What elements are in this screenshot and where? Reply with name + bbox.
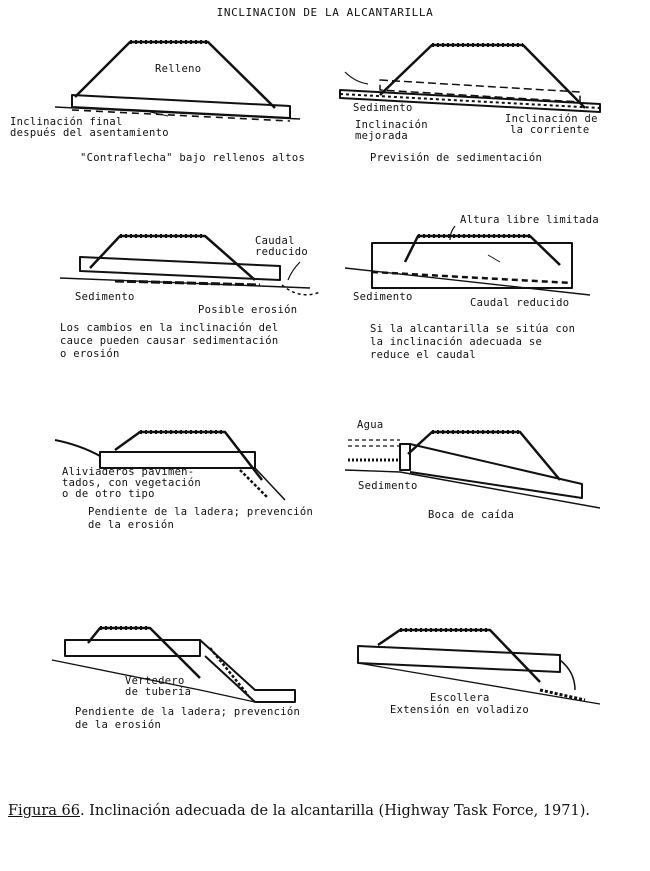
page-title: INCLINACION DE LA ALCANTARILLA	[216, 6, 434, 19]
panel-6-drawing	[345, 432, 600, 508]
sedimento-label: Sedimento	[358, 480, 418, 492]
aliviaderos-label: Aliviaderos pavimen-	[62, 466, 195, 478]
panel-5-caption-line-1: Pendiente de la ladera; prevención	[88, 506, 314, 518]
panel-1-drawing	[55, 42, 300, 121]
panel-2-caption: Previsión de sedimentación	[370, 152, 543, 164]
panel-5-caption-line-2: de la erosión	[88, 519, 175, 531]
posible-erosion-label: Posible erosión	[198, 304, 298, 316]
vertedero-label-2: de tubería	[125, 686, 192, 698]
inclinacion-final-label: Inclinación final	[10, 116, 123, 128]
caudal-reducido-label: Caudal	[255, 235, 295, 247]
panel-4-caption-line-3: reduce el caudal	[370, 349, 476, 361]
sedimento-label: Sedimento	[75, 291, 135, 303]
panel-1-caption: "Contraflecha" bajo rellenos altos	[80, 152, 306, 164]
panel-4-caption-line-2: la inclinación adecuada se	[370, 336, 543, 348]
inclinacion-mejorada-label: Inclinación	[355, 119, 428, 131]
figure-caption-text: . Inclinación adecuada de la alcantarilla (Highway Task Force, 1971).	[79, 803, 590, 819]
sedimento-label: Sedimento	[353, 102, 413, 114]
panel-7-caption-line-2: de la erosión	[75, 719, 162, 731]
panel-7-caption-line-1: Pendiente de la ladera; prevención	[75, 706, 301, 718]
figure-number: Figura 66	[8, 803, 80, 819]
aliviaderos-label-2: tados, con vegetación	[62, 477, 202, 489]
relleno-label: Relleno	[155, 63, 202, 75]
altura-libre-label: Altura libre limitada	[460, 214, 600, 226]
caudal-reducido-label: Caudal reducido	[470, 297, 570, 309]
inclinacion-final-label-2: después del asentamiento	[10, 127, 169, 139]
panel-3-caption-line-2: cauce pueden causar sedimentación	[60, 335, 279, 347]
extension-voladizo-label: Extensión en voladizo	[390, 704, 530, 716]
caudal-reducido-label-2: reducido	[255, 246, 308, 258]
sedimento-label: Sedimento	[353, 291, 413, 303]
inclinacion-mejorada-label-2: mejorada	[355, 130, 408, 142]
panel-3-caption-line-1: Los cambios en la inclinación del	[60, 322, 279, 334]
figure-caption	[8, 803, 590, 819]
escollera-label: Escollera	[430, 692, 490, 704]
agua-label: Agua	[357, 419, 384, 431]
aliviaderos-label-3: o de otro tipo	[62, 488, 155, 500]
inclinacion-corriente-label: Inclinación de	[505, 113, 598, 125]
panel-4-caption-line-1: Si la alcantarilla se sitúa con	[370, 323, 576, 335]
panel-4-drawing	[345, 226, 590, 295]
inclinacion-corriente-label-2: la corriente	[510, 124, 590, 136]
vertedero-label: Vertedero	[125, 675, 185, 687]
panel-3-caption-line-3: o erosión	[60, 348, 120, 360]
panel-6-caption: Boca de caída	[428, 509, 515, 521]
